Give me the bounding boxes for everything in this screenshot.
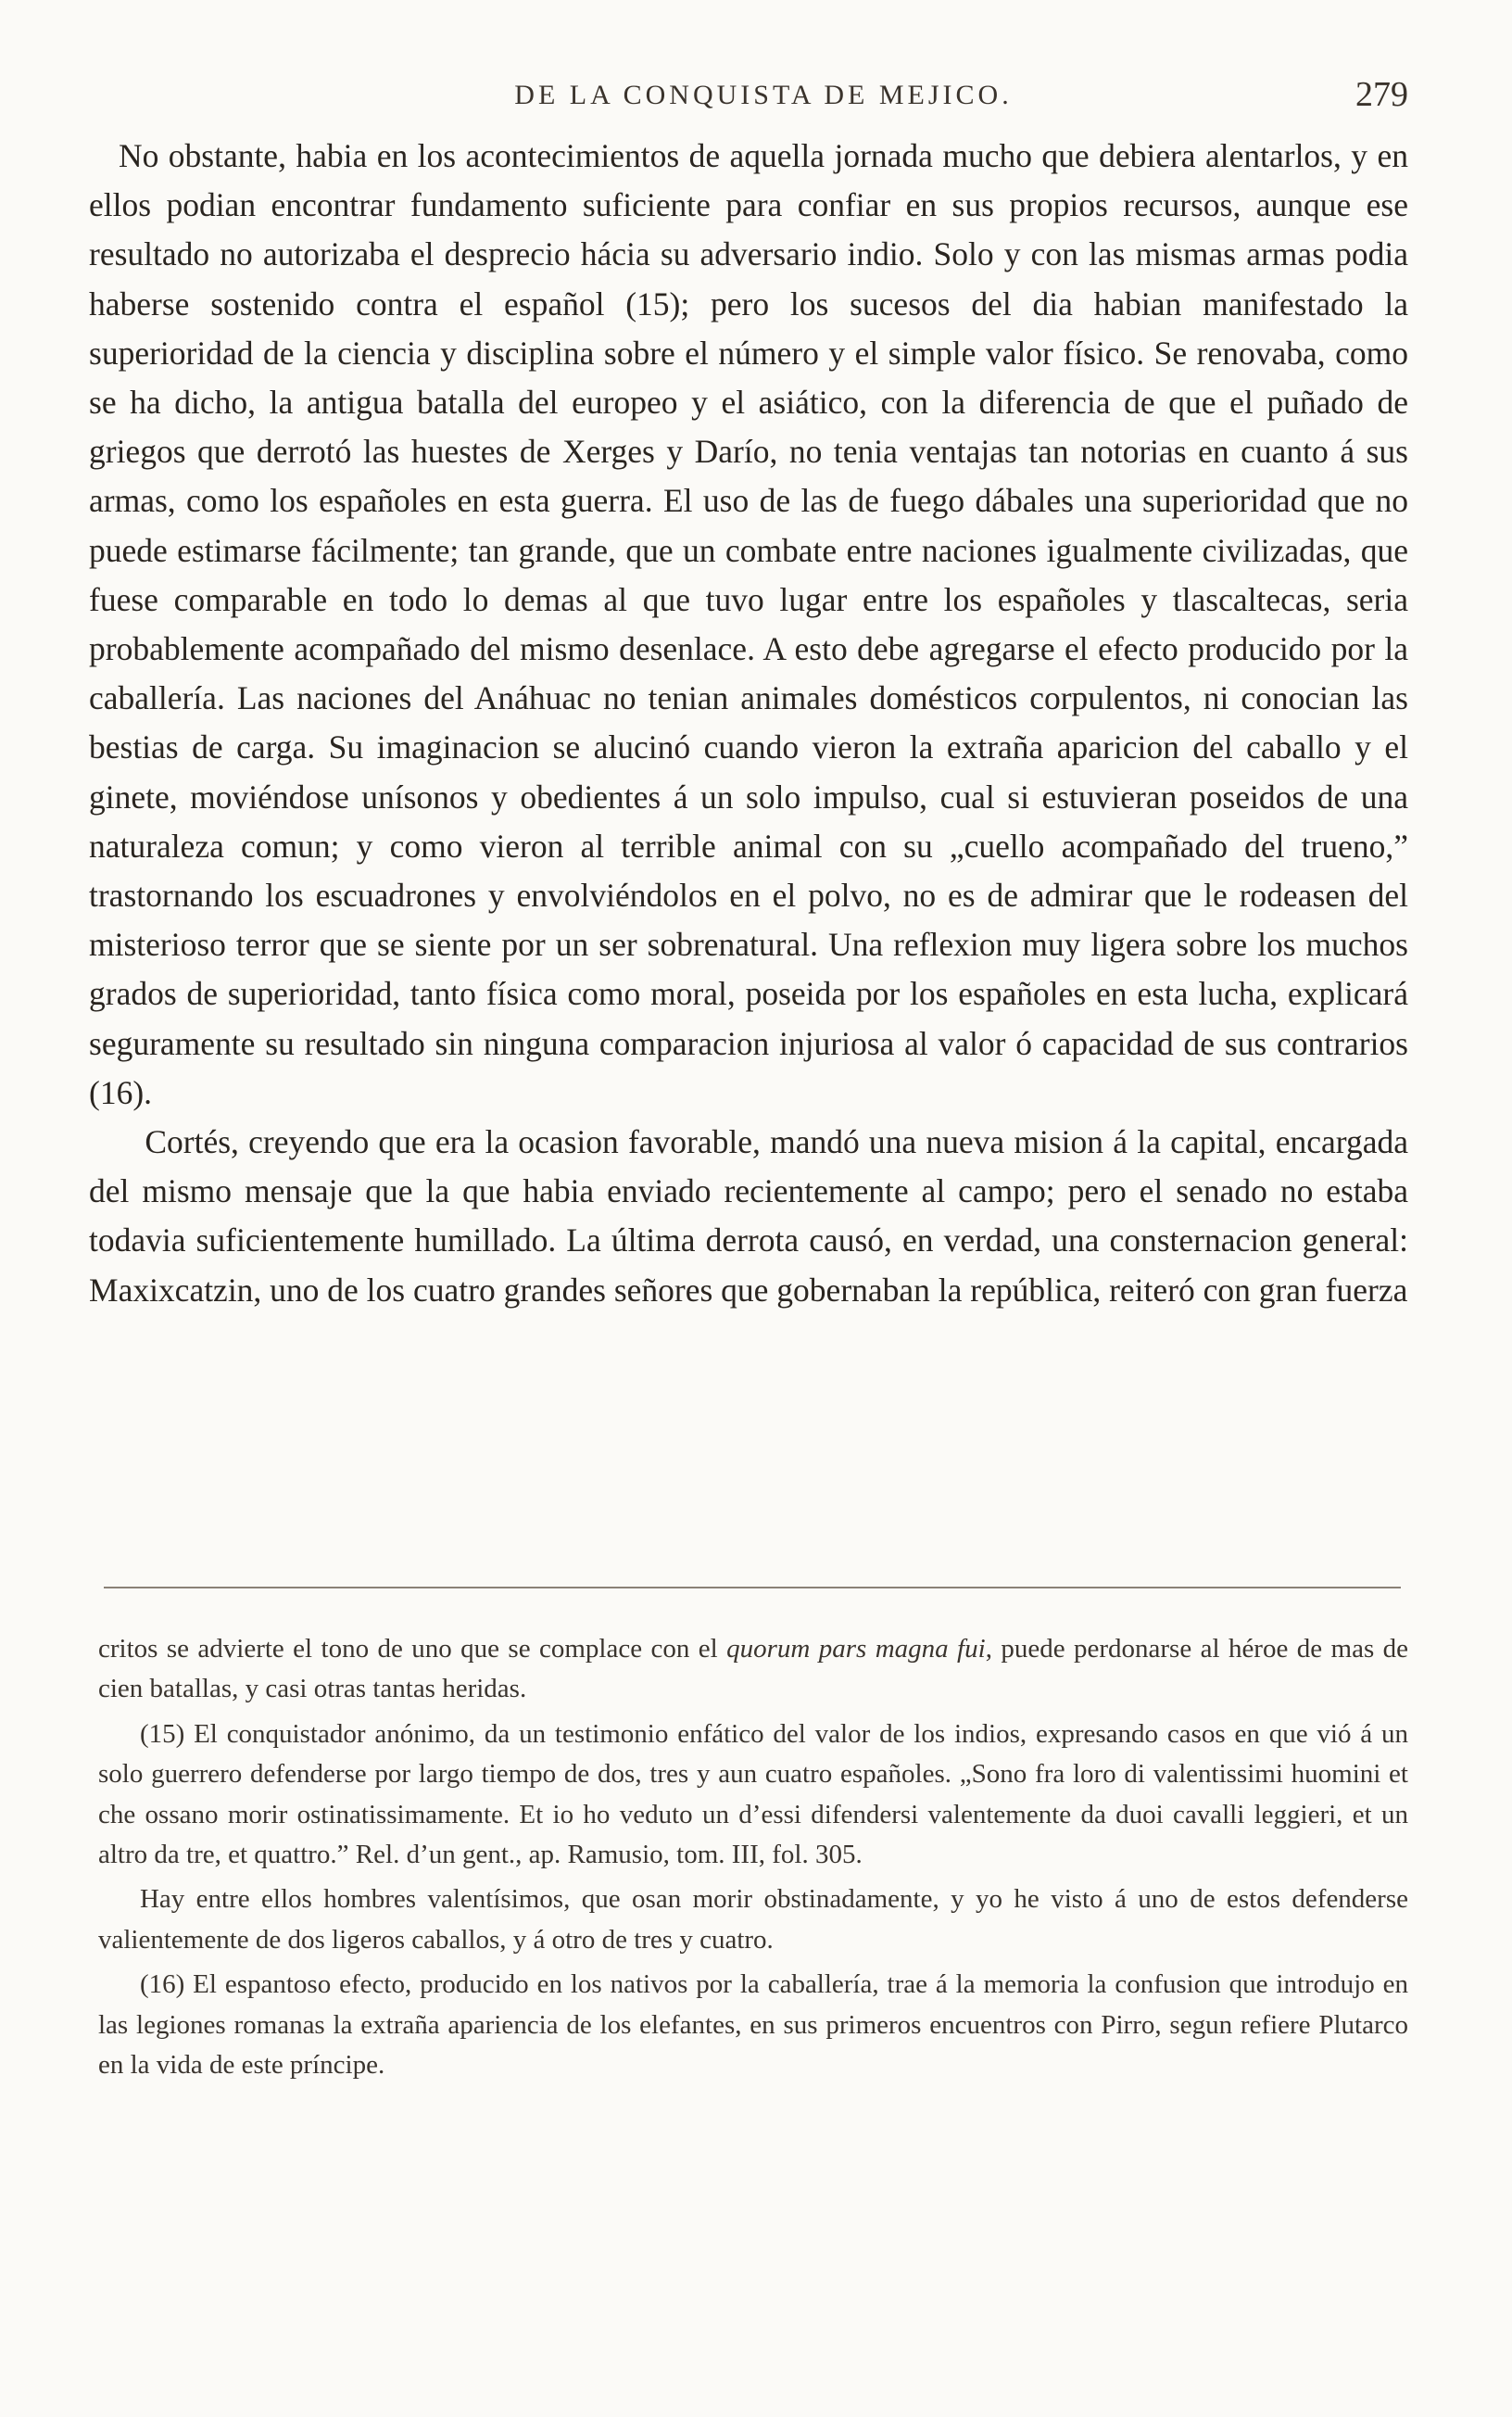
footnote-15-translation: Hay entre ellos hombres valentísimos, que osan morir obstinadamente, y yo he visto á uno de estos defenderse valientemente de dos ligeros caballos, y á otro de tres y cuatro. xyxy=(98,1884,1408,1955)
footnote-continuation xyxy=(98,1629,1408,1710)
header-title: DE LA CONQUISTA DE MEJICO. xyxy=(514,80,1013,110)
body-paragraph-2: Cortés, creyendo que era la ocasion favorable, mandó una nueva mision á la capital, encargada del mismo mensaje que la que habia enviado recientemente al campo; pero el senado no estaba todavia suficientemente humillado. La última derrota causó, en verdad, una consternacion general: Maxixcatzin, uno de los cuatro grandes señores que gobernaban la república, reiteró con gran fuerza xyxy=(89,1123,1408,1309)
footnote-divider xyxy=(104,1587,1401,1588)
footnotes xyxy=(98,1629,1408,2090)
page-number: 279 xyxy=(1355,75,1408,114)
footnote-16: (16) El espantoso efecto, producido en los nativos por la caballería, trae á la memoria la confusion que introdujo en las legiones romanas la extraña apariencia de los elefantes, en sus primeros encuentros con Pirro, segun refiere Plutarco en la vida de este príncipe. xyxy=(98,1969,1408,2081)
latin-phrase: quorum pars magna fui xyxy=(726,1634,986,1664)
footnote-continuation-end: , puede perdonarse al héroe de mas de cien batallas, y casi otras tantas heridas. xyxy=(98,1634,1409,1704)
body-paragraph-1: No obstante, habia en los acontecimientos de aquella jornada mucho que debiera alentarlos, y en ellos podian encontrar fundamento suficiente para confiar en sus propios recursos, aunque ese resultado no autorizaba el desprecio hácia su adversario indio. Solo y con las mismas armas podia haberse sostenido contra el español (15); pero los sucesos del dia habian manifestado la superioridad de la ciencia y disciplina sobre el número y el simple valor físico. Se renovaba, como se ha dicho, la antigua batalla del europeo y el asiático, con la diferencia de que el puñado de griegos que derrotó las huestes de Xerges y Darío, no tenia ventajas tan notorias en cuanto á sus armas, como los españoles en esta guerra. El uso de las de fuego dábales una superioridad que no puede estimarse fácilmente; tan grande, que un combate entre naciones igualmente civilizadas, que fuese comparable en todo lo demas al que tuvo lugar entre los españoles y tlascaltecas, seria probablemente acompañado del mismo desenlace. A esto debe agregarse el efecto producido por la caballería. Las naciones del Anáhuac no tenian animales domésticos corpulentos, ni conocian las bestias de carga. Su imaginacion se alucinó cuando vieron la extraña aparicion del caballo y el ginete, moviéndose unísonos y obedientes á un solo impulso, cual si estuvieran poseidos de una naturaleza comun; y como vieron al terrible animal con su „cuello acompañado del trueno,” trastornando los escuadrones y envolviéndolos en el polvo, no es de admirar que le rodeasen del misterioso terror que se siente por un ser sobrenatural. Una reflexion muy ligera sobre los muchos grados de superioridad, tanto física como moral, poseida por los españoles en esta lucha, explicará seguramente su resultado sin ninguna comparacion injuriosa al valor ó capacidad de sus contrarios (16). xyxy=(89,137,1408,1111)
footnote-15: (15) El conquistador anónimo, da un testimonio enfático del valor de los indios, expresando casos en que vió á un solo guerrero defenderse por largo tiempo de dos, tres y aun cuatro españoles. „Sono fra loro di valentissimi huomini et che ossano morir ostinatissimamente. Et io ho veduto un d’essi difendersi valentemente da duoi cavalli leggieri, et un altro da tre, et quattro.” Rel. d’un gent., ap. Ramusio, tom. III, fol. 305. xyxy=(98,1718,1408,1870)
running-header xyxy=(119,75,1408,122)
main-text xyxy=(89,132,1408,1315)
footnote-continuation-start: critos se advierte el tono de uno que se complace con el xyxy=(98,1634,727,1664)
